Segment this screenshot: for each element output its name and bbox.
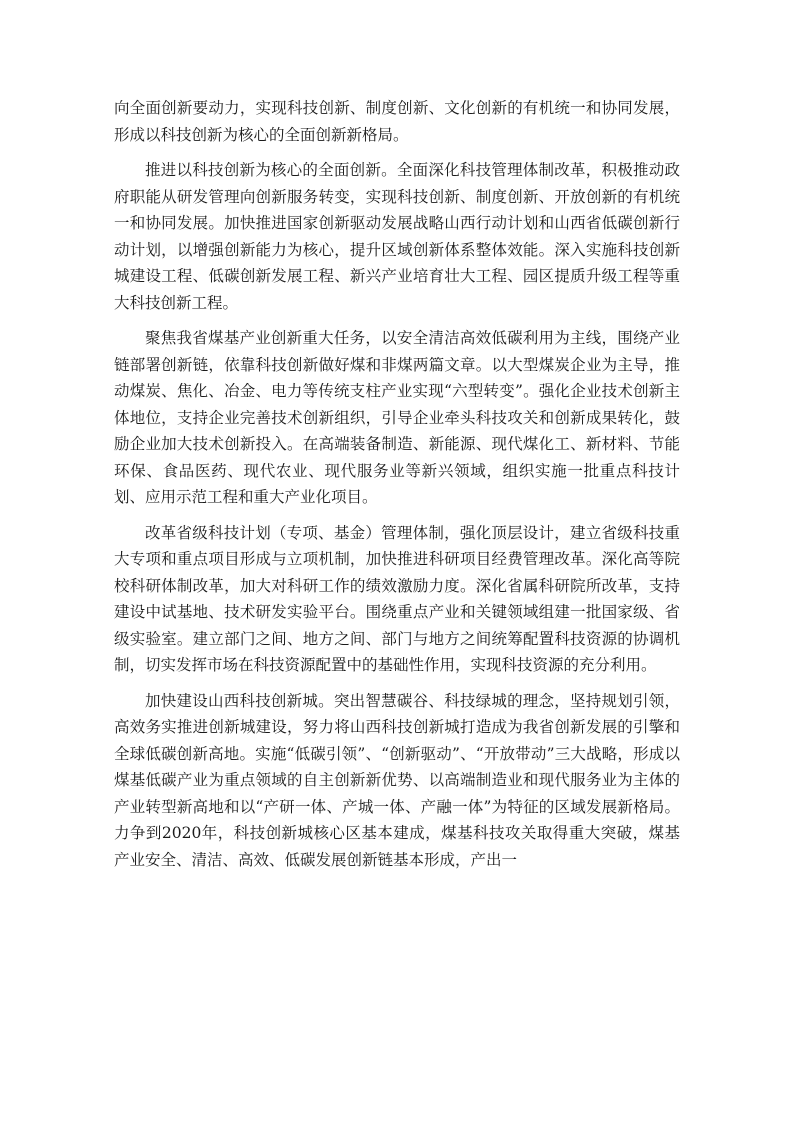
paragraph-5: 加快建设山西科技创新城。突出智慧碳谷、科技绿城的理念，坚持规划引领，高效务实推进创新城建设，努力将山西科技创新城打造成为我省创新发展的引擎和全球低碳创新高地。实施“低碳引领”、“创新驱动”、“开放带动”三大战略，形成以煤基低碳产业为重点领域的自主创新新优势、以高端制造业和现代服务业为主体的产业转型新高地和以“产研一体、产城一体、产融一体”为特征的区域发展新格局。力争到2020年，科技创新城核心区基本建成，煤基科技攻关取得重大突破，煤基产业安全、清洁、高效、低碳发展创新链基本形成，产出一 xyxy=(114,691,680,869)
paragraph-3: 聚焦我省煤基产业创新重大任务，以安全清洁高效低碳利用为主线，围绕产业链部署创新链，依靠科技创新做好煤和非煤两篇文章。以大型煤炭企业为主导，推动煤炭、焦化、冶金、电力等传统支柱产业实现“六型转变”。强化企业技术创新主体地位，支持企业完善技术创新组织，引导企业牵头科技攻关和创新成果转化，鼓励企业加大技术创新投入。在高端装备制造、新能源、现代煤化工、新材料、节能环保、食品医药、现代农业、现代服务业等新兴领域，组织实施一批重点科技计划、应用示范工程和重大产业化项目。 xyxy=(114,329,680,506)
document-body xyxy=(114,95,680,882)
paragraph-1: 向全面创新要动力，实现科技创新、制度创新、文化创新的有机统一和协同发展，形成以科技创新为核心的全面创新新格局。 xyxy=(114,99,680,144)
paragraph-4: 改革省级科技计划（专项、基金）管理体制，强化顶层设计，建立省级科技重大专项和重点项目形成与立项机制，加快推进科研项目经费管理改革。深化高等院校科研体制改革，加大对科研工作的绩效激励力度。深化省属科研院所改革，支持建设中试基地、技术研发实验平台。围绕重点产业和关键领域组建一批国家级、省级实验室。建立部门之间、地方之间、部门与地方之间统筹配置科技资源的协调机制，切实发挥市场在科技资源配置中的基础性作用，实现科技资源的充分利用。 xyxy=(114,523,680,674)
paragraph-2: 推进以科技创新为核心的全面创新。全面深化科技管理体制改革，积极推动政府职能从研发管理向创新服务转变，实现科技创新、制度创新、开放创新的有机统一和协同发展。加快推进国家创新驱动发展战略山西行动计划和山西省低碳创新行动计划，以增强创新能力为核心，提升区域创新体系整体效能。深入实施科技创新城建设工程、低碳创新发展工程、新兴产业培育壮大工程、园区提质升级工程等重大科技创新工程。 xyxy=(114,161,680,312)
